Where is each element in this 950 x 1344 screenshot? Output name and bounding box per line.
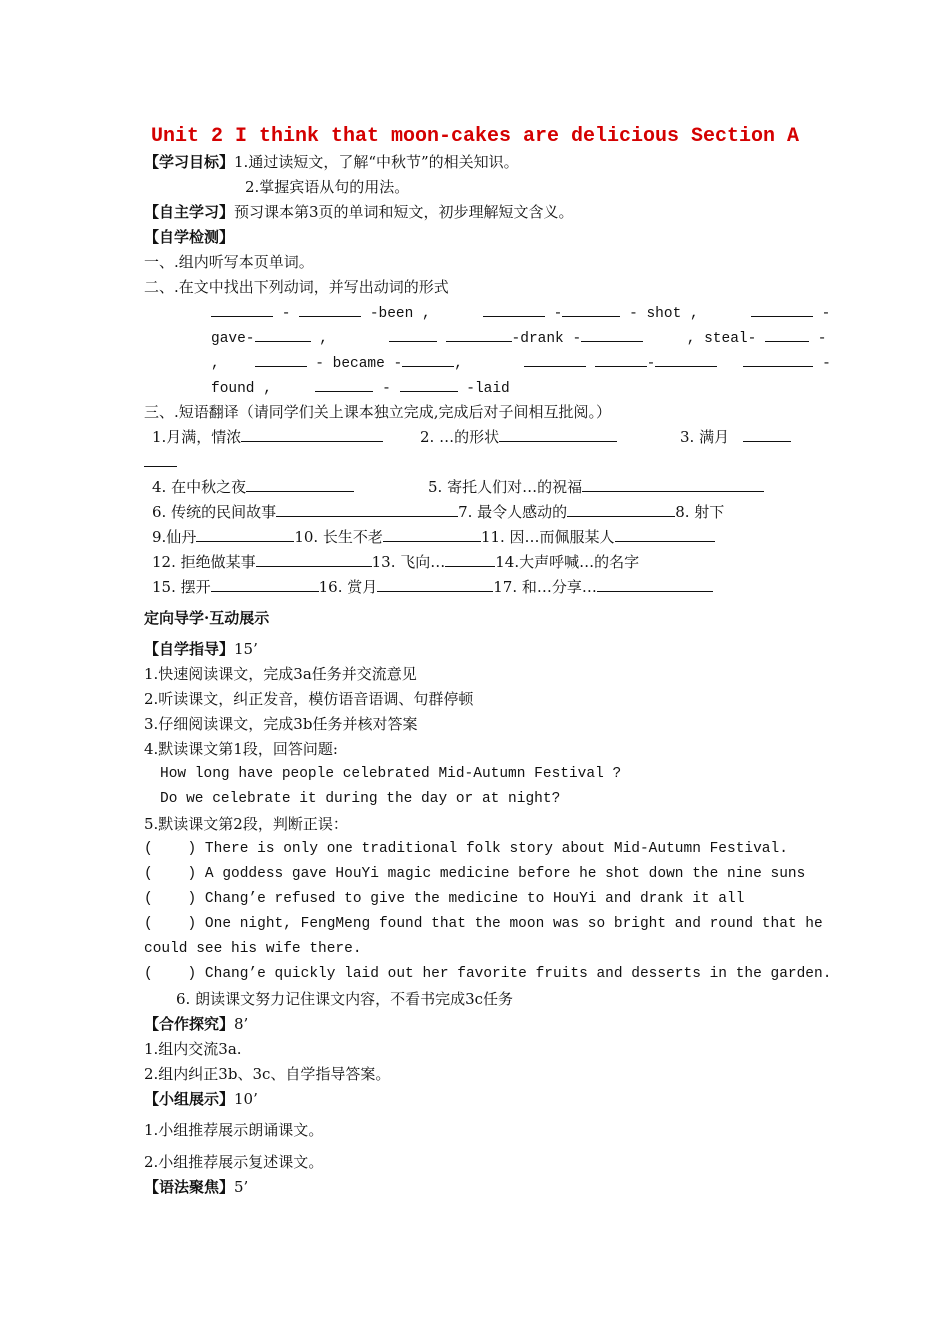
answer-blank[interactable] <box>595 352 647 367</box>
guidance-step-5: 5.默读课文第2段，判断正误： <box>144 815 348 833</box>
answer-blank[interactable] <box>567 502 675 517</box>
guidance-step-3: 3.仔细阅读课文，完成3b任务并核对答案 <box>144 715 418 733</box>
verb-became: - became - <box>315 356 403 372</box>
answer-blank[interactable] <box>446 327 512 342</box>
answer-blank[interactable] <box>315 377 373 392</box>
verb-drank: -drank - <box>511 331 582 347</box>
true-false-4: ( ) One night, FengMeng found that the moon was so bright and round that he <box>144 916 823 932</box>
true-false-4-continued: could see his wife there. <box>144 941 362 957</box>
verb-found: found , <box>211 381 272 397</box>
verb-steal: , steal- <box>686 331 757 347</box>
phrase-15: 15. 摆开 <box>152 578 211 596</box>
answer-blank[interactable] <box>751 302 813 317</box>
grammar-header <box>144 1177 248 1197</box>
verb-gave: gave- <box>211 331 255 347</box>
verb-shot: - shot , <box>629 306 699 322</box>
group-show-item-2: 2.小组推荐展示复述课文。 <box>144 1153 324 1171</box>
answer-blank[interactable] <box>743 427 791 442</box>
true-false-3: ( ) Chang’e refused to give the medicine to HouYi and drank it all <box>144 891 745 907</box>
answer-blank[interactable] <box>499 427 617 442</box>
question-2: Do we celebrate it during the day or at night? <box>160 791 561 807</box>
self-check-label: 【自学检测】 <box>144 228 235 246</box>
phrase-11: 11. 因…而佩服某人 <box>480 528 615 546</box>
phrase-3-wrap <box>680 427 791 447</box>
answer-blank[interactable] <box>562 302 620 317</box>
verb-row-3: , - became - , - - <box>211 352 831 374</box>
answer-blank[interactable] <box>211 577 319 592</box>
phrase-row-6 <box>152 577 713 597</box>
answer-blank[interactable] <box>196 527 294 542</box>
learning-goals <box>144 152 519 172</box>
phrase-6: 6. 传统的民间故事 <box>152 503 277 521</box>
true-false-1: ( ) There is only one traditional folk story about Mid-Autumn Festival. <box>144 841 788 857</box>
answer-blank[interactable] <box>483 302 545 317</box>
task-2: 二、.在文中找出下列动词，并写出动词的形式 <box>144 278 449 296</box>
answer-blank[interactable] <box>743 352 813 367</box>
verb-row-1: - -been , - - shot , - <box>211 302 830 324</box>
cooperate-label: 【合作探究】 <box>144 1015 235 1033</box>
guidance-time: 15’ <box>234 640 258 658</box>
answer-blank[interactable] <box>383 527 481 542</box>
learning-goal-2: 2.掌握宾语从句的用法。 <box>245 178 410 196</box>
verb-row-4: found , - -laid <box>211 377 510 399</box>
phrase-2-wrap <box>420 427 617 447</box>
phrase-1: 1.月满，情浓 <box>152 428 242 446</box>
answer-blank[interactable] <box>402 352 454 367</box>
group-show-time: 10’ <box>234 1090 258 1108</box>
group-show-header <box>144 1089 258 1109</box>
verb-laid: -laid <box>466 381 510 397</box>
cooperate-item-1: 1.组内交流3a. <box>144 1040 242 1058</box>
self-study-text: 预习课本第3页的单词和短文，初步理解短文含义。 <box>234 203 574 221</box>
phrase-row-1 <box>152 427 383 447</box>
task-3: 三、.短语翻译（请同学们关上课本独立完成,完成后对子间相互批阅。） <box>144 403 612 421</box>
page-title: Unit 2 I think that moon-cakes are delicious Section A <box>150 125 800 148</box>
guidance-step-1: 1.快速阅读课文，完成3a任务并交流意见 <box>144 665 417 683</box>
verb-been: -been , <box>369 306 431 322</box>
phrase-2: 2. …的形状 <box>420 428 500 446</box>
answer-blank[interactable] <box>299 302 361 317</box>
phrase-row-4 <box>152 527 715 547</box>
answer-blank[interactable] <box>445 552 495 567</box>
task-1: 一、.组内听写本页单词。 <box>144 253 314 271</box>
guidance-step-4: 4.默读课文第1段，回答问题: <box>144 740 338 758</box>
answer-blank[interactable] <box>765 327 809 342</box>
answer-blank[interactable] <box>400 377 458 392</box>
self-study <box>144 202 574 222</box>
cooperate-item-2: 2.组内纠正3b、3c、自学指导答案。 <box>144 1065 391 1083</box>
cooperate-header <box>144 1014 248 1034</box>
section-heading-guide: 定向导学·互动展示 <box>144 609 270 627</box>
phrase-row-5 <box>152 552 639 572</box>
cooperate-time: 8’ <box>234 1015 249 1033</box>
question-1: How long have people celebrated Mid-Autumn Festival ? <box>160 766 622 782</box>
phrase-12: 12. 拒绝做某事 <box>152 553 256 571</box>
answer-blank[interactable] <box>241 427 383 442</box>
answer-blank[interactable] <box>389 327 437 342</box>
phrase-13: 13. 飞向… <box>371 553 446 571</box>
learning-goal-1: 1.通过读短文，了解“中秋节”的相关知识。 <box>234 153 519 171</box>
guidance-step-6: 6. 朗读课文努力记住课文内容，不看书完成3c任务 <box>176 990 514 1008</box>
learning-goals-label: 【学习目标】 <box>144 153 235 171</box>
grammar-time: 5’ <box>234 1178 249 1196</box>
phrase-3-continued <box>144 452 177 472</box>
phrase-4-wrap <box>152 477 354 497</box>
answer-blank[interactable] <box>255 352 307 367</box>
true-false-5: ( ) Chang’e quickly laid out her favorite fruits and desserts in the garden. <box>144 966 832 982</box>
answer-blank[interactable] <box>597 577 713 592</box>
answer-blank[interactable] <box>582 477 764 492</box>
phrase-8: 8. 射下 <box>675 503 725 521</box>
self-study-label: 【自主学习】 <box>144 203 235 221</box>
guidance-label: 【自学指导】 <box>144 640 235 658</box>
phrase-5-wrap <box>428 477 764 497</box>
phrase-9: 9.仙丹 <box>152 528 197 546</box>
answer-blank[interactable] <box>144 452 177 467</box>
phrase-17: 17. 和…分享… <box>493 578 597 596</box>
group-show-item-1: 1.小组推荐展示朗诵课文。 <box>144 1121 324 1139</box>
phrase-16: 16. 赏月 <box>318 578 378 596</box>
answer-blank[interactable] <box>615 527 715 542</box>
phrase-14: 14.大声呼喊…的名字 <box>495 553 640 571</box>
verb-row-2: gave- , -drank - , steal- - <box>211 327 826 349</box>
phrase-10: 10. 长生不老 <box>294 528 383 546</box>
answer-blank[interactable] <box>377 577 493 592</box>
phrase-3: 3. 满月 <box>680 428 730 446</box>
phrase-4: 4. 在中秋之夜 <box>152 478 247 496</box>
answer-blank[interactable] <box>256 552 372 567</box>
answer-blank[interactable] <box>524 352 586 367</box>
answer-blank[interactable] <box>255 327 311 342</box>
phrase-7: 7. 最令人感动的 <box>458 503 568 521</box>
answer-blank[interactable] <box>276 502 458 517</box>
phrase-row-3 <box>152 502 724 522</box>
answer-blank[interactable] <box>655 352 717 367</box>
answer-blank[interactable] <box>211 302 273 317</box>
grammar-label: 【语法聚焦】 <box>144 1178 235 1196</box>
true-false-2: ( ) A goddess gave HouYi magic medicine before he shot down the nine suns <box>144 866 806 882</box>
phrase-5: 5. 寄托人们对…的祝福 <box>428 478 583 496</box>
guidance-header <box>144 639 258 659</box>
answer-blank[interactable] <box>581 327 643 342</box>
group-show-label: 【小组展示】 <box>144 1090 235 1108</box>
guidance-step-2: 2.听读课文，纠正发音，模仿语音语调、句群停顿 <box>144 690 474 708</box>
answer-blank[interactable] <box>246 477 354 492</box>
